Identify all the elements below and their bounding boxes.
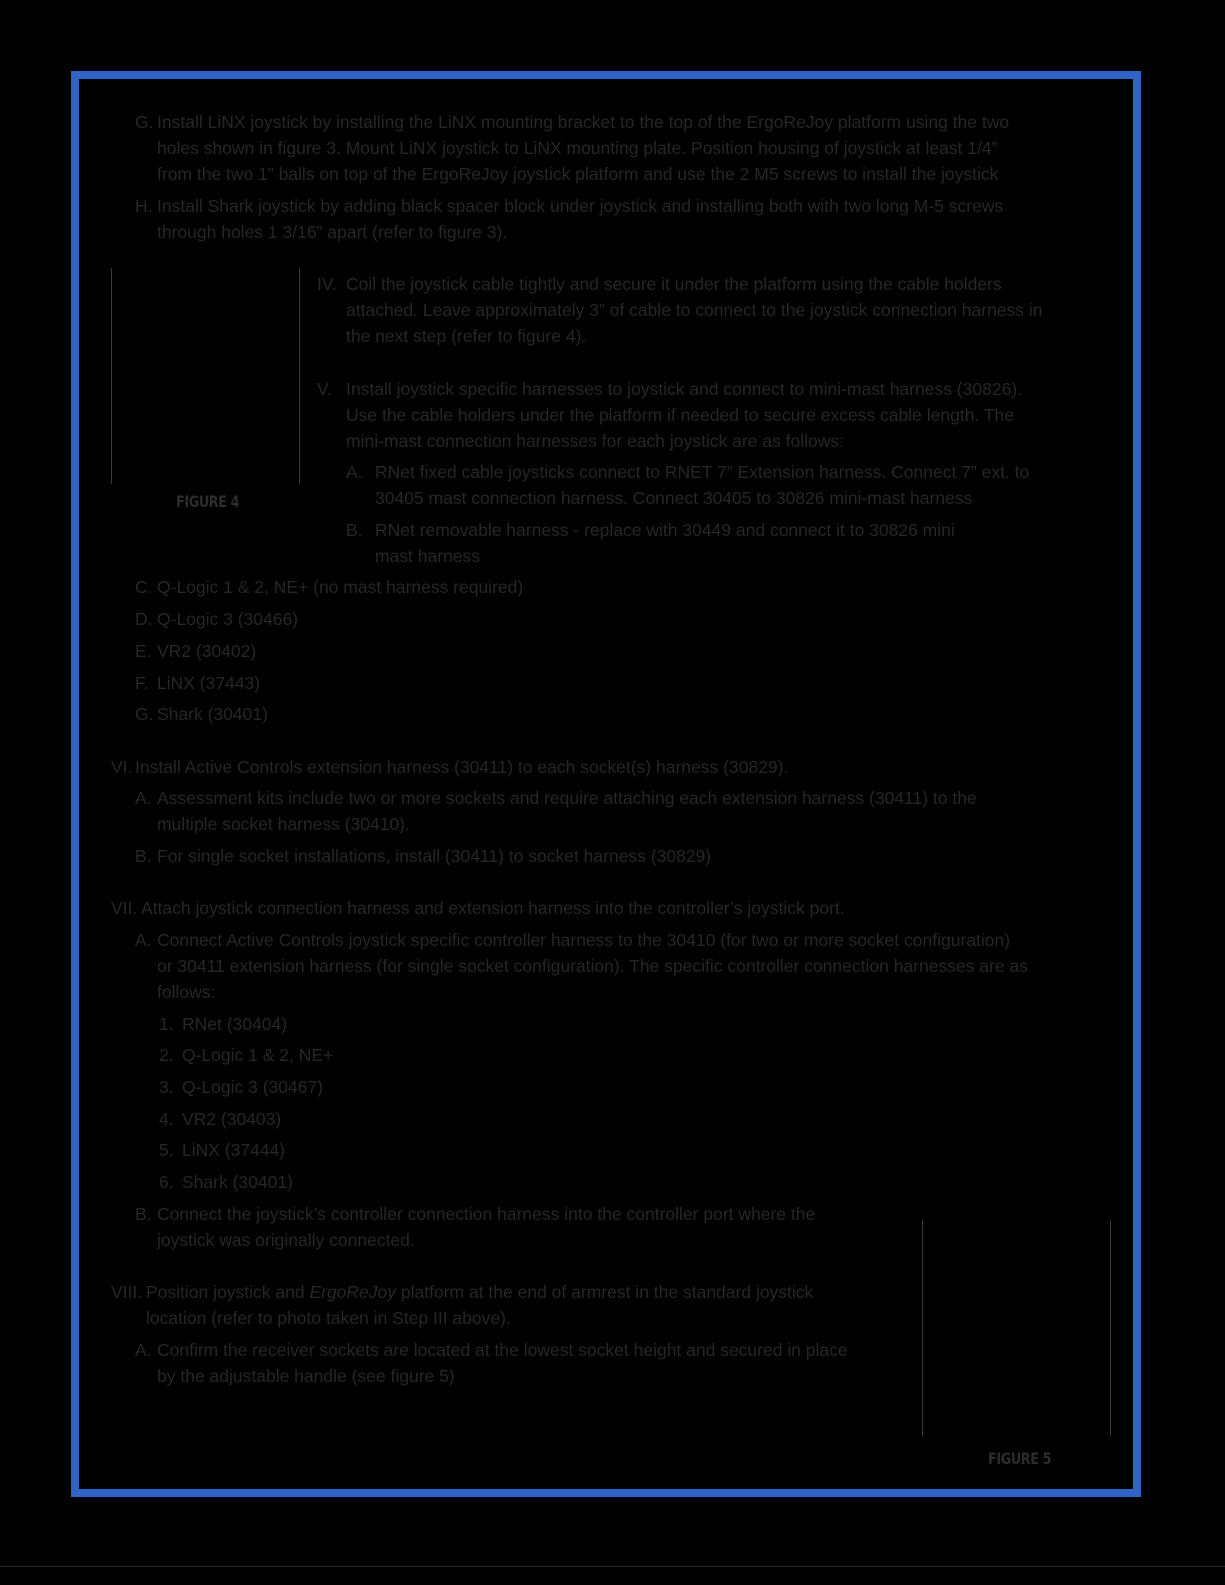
list-marker: 2. bbox=[159, 1045, 174, 1065]
figure-5-caption: FIGURE 5 bbox=[988, 1449, 1052, 1468]
text-line: joystick was originally connected. bbox=[157, 1230, 415, 1250]
list-marker: C. bbox=[135, 577, 153, 597]
list-marker: 4. bbox=[159, 1109, 174, 1129]
text-line: through holes 1 3/16” apart (refer to figure 3). bbox=[157, 222, 508, 242]
list-marker: A. bbox=[135, 788, 152, 808]
text-line: by the adjustable handle (see figure 5) bbox=[157, 1366, 455, 1386]
list-marker: B. bbox=[135, 1204, 152, 1224]
text-line: Connect Active Controls joystick specific controller harness to the 30410 (for two or more socket configuration) bbox=[157, 930, 1011, 950]
list-marker: VI. bbox=[111, 757, 133, 777]
list-marker: B. bbox=[135, 846, 152, 866]
text-line: attached. Leave approximately 3” of cable to connect to the joystick connection harness in bbox=[346, 300, 1043, 320]
text-line: follows: bbox=[157, 982, 216, 1002]
list-marker: V. bbox=[317, 379, 332, 399]
text-line: Install Shark joystick by adding black spacer block under joystick and installing both with two long M-5 screws bbox=[157, 196, 1004, 216]
text-line: Coil the joystick cable tightly and secure it under the platform using the cable holders bbox=[346, 274, 1002, 294]
text-line: Q-Logic 3 (30466) bbox=[157, 609, 299, 629]
text-line: 30405 mast connection harness. Connect 30405 to 30826 mini-mast harness bbox=[375, 488, 973, 508]
text-span: platform at the end of armrest in the standard joystick bbox=[400, 1282, 814, 1302]
list-marker: F. bbox=[135, 673, 149, 693]
text-line: Confirm the receiver sockets are located at the lowest socket height and secured in place bbox=[157, 1340, 848, 1360]
text-line: the next step (refer to figure 4). bbox=[346, 326, 587, 346]
text-line: LiNX (37443) bbox=[157, 673, 261, 693]
text-line: Q-Logic 1 & 2, NE+ bbox=[182, 1045, 334, 1065]
text-line: Attach joystick connection harness and extension harness into the controller’s joystick port. bbox=[141, 898, 845, 918]
text-line: Shark (30401) bbox=[157, 704, 268, 724]
figure-5-right-rule bbox=[1110, 1220, 1111, 1436]
text-line: RNet removable harness - replace with 30449 and connect it to 30826 mini bbox=[375, 520, 955, 540]
list-marker: G. bbox=[135, 112, 154, 132]
text-line: Q-Logic 3 (30467) bbox=[182, 1077, 324, 1097]
list-marker: IV. bbox=[317, 274, 337, 294]
list-marker: H. bbox=[135, 196, 153, 216]
text-line: VR2 (30403) bbox=[182, 1109, 282, 1129]
text-line bbox=[146, 1282, 813, 1302]
list-marker: 1. bbox=[159, 1014, 174, 1034]
text-line: Install joystick specific harnesses to joystick and connect to mini-mast harness (30826). bbox=[346, 379, 1022, 399]
text-line: LiNX (37444) bbox=[182, 1140, 286, 1160]
text-span: Position joystick and bbox=[146, 1282, 305, 1302]
text-line: mast harness bbox=[375, 546, 481, 566]
list-marker: VIII. bbox=[111, 1282, 143, 1302]
text-line: RNet (30404) bbox=[182, 1014, 288, 1034]
italic-product-name: ErgoReJoy bbox=[309, 1282, 397, 1302]
list-marker: E. bbox=[135, 641, 152, 661]
text-line: from the two 1” balls on top of the ErgoReJoy joystick platform and use the 2 M5 screws to install the joystick bbox=[157, 164, 999, 184]
text-line: Connect the joystick’s controller connection harness into the controller port where the bbox=[157, 1204, 816, 1224]
text-line: or 30411 extension harness (for single socket configuration). The specific controller connection harnesses are as bbox=[157, 956, 1028, 976]
list-marker: B. bbox=[346, 520, 363, 540]
list-marker: A. bbox=[135, 1340, 152, 1360]
figure-4-left-rule bbox=[111, 268, 112, 484]
list-marker: 6. bbox=[159, 1172, 174, 1192]
text-line: VR2 (30402) bbox=[157, 641, 257, 661]
text-line: Q-Logic 1 & 2, NE+ (no mast harness required) bbox=[157, 577, 524, 597]
text-line: location (refer to photo taken in Step III above). bbox=[146, 1308, 511, 1328]
bottom-rule bbox=[0, 1566, 1225, 1567]
text-line: mini-mast connection harnesses for each joystick are as follows: bbox=[346, 431, 844, 451]
list-marker: 3. bbox=[159, 1077, 174, 1097]
figure-4-caption: FIGURE 4 bbox=[176, 492, 240, 511]
text-line: holes shown in figure 3. Mount LiNX joystick to LiNX mounting plate. Position housing of joystick at least 1/4” bbox=[157, 138, 998, 158]
text-line: Install LiNX joystick by installing the LiNX mounting bracket to the top of the ErgoReJoy platform using the two bbox=[157, 112, 1010, 132]
text-line: multiple socket harness (30410). bbox=[157, 814, 410, 834]
list-marker: VII. bbox=[111, 898, 138, 918]
text-line: Assessment kits include two or more sockets and require attaching each extension harness (30411) to the bbox=[157, 788, 977, 808]
figure-4-right-rule bbox=[299, 268, 300, 484]
text-line: Shark (30401) bbox=[182, 1172, 293, 1192]
list-marker: A. bbox=[135, 930, 152, 950]
list-marker: D. bbox=[135, 609, 153, 629]
text-line: RNet fixed cable joysticks connect to RNET 7” Extension harness. Connect 7” ext. to bbox=[375, 462, 1030, 482]
figure-5-left-rule bbox=[922, 1220, 923, 1436]
list-marker: G. bbox=[135, 704, 154, 724]
text-line: Use the cable holders under the platform if needed to secure excess cable length. The bbox=[346, 405, 1014, 425]
text-line: Install Active Controls extension harness (30411) to each socket(s) harness (30829). bbox=[135, 757, 789, 777]
text-line: For single socket installations, install (30411) to socket harness (30829) bbox=[157, 846, 712, 866]
list-marker: A. bbox=[346, 462, 363, 482]
list-marker: 5. bbox=[159, 1140, 174, 1160]
